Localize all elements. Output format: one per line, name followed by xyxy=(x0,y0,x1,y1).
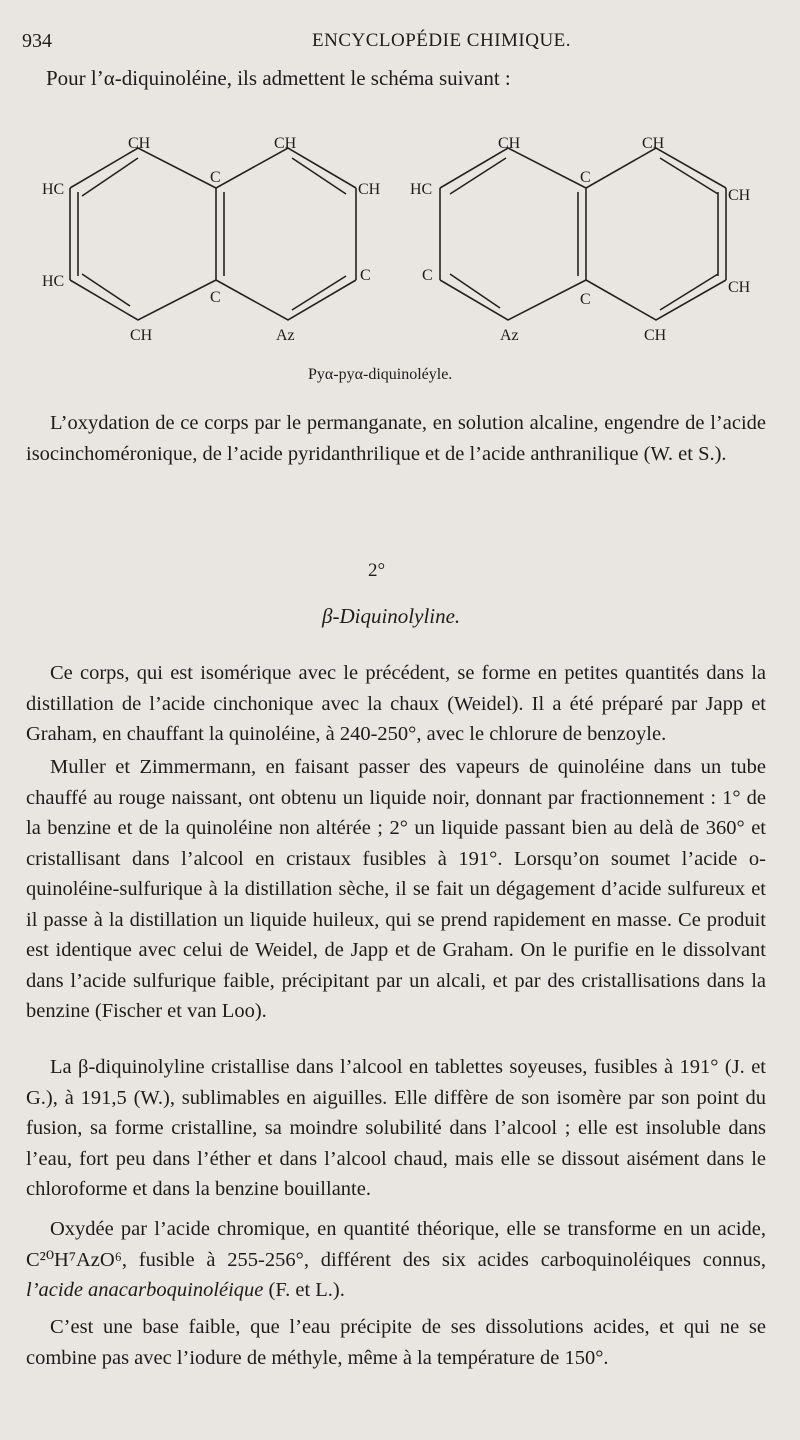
text-segment: (F. et L.). xyxy=(263,1279,345,1301)
atom-label: HC xyxy=(410,181,433,198)
page-header xyxy=(22,26,770,56)
atom-label: Az xyxy=(276,327,295,344)
text-segment: Oxydée par l’acide chromique, en quantité théorique, elle se transforme en un acide, xyxy=(50,1218,766,1240)
atom-label: Az xyxy=(500,327,519,344)
atom-label: CH xyxy=(130,327,153,344)
atom-label: C xyxy=(210,289,221,306)
paragraph-properties: La β-diquinolyline cristallise dans l’alcool en tablettes soyeuses, fusibles à 191° (J. et G.), à 191,5 (W.), sublimables en aiguilles. Elle diffère de son isomère par son point du fusion, sa forme cristalline, sa moindre solubilité dans l’alcool ; elle est insoluble dans l’eau, fort peu dans l’éther et dans l’alcool chaud, mais elle se dissout aisément dans le chloroforme et dans la benzine bouillante. xyxy=(26,1056,766,1200)
atom-label: C xyxy=(210,169,221,186)
atom-label: C xyxy=(580,169,591,186)
paragraph-formation: Ce corps, qui est isomérique avec le précédent, se forme en petites quantités dans la distillation de l’acide cinchonique avec la chaux (Weidel). Il a été préparé par Japp et Graham, en chauffant la quinoléine, à 240-250°, avec le chlorure de benzoyle. xyxy=(26,662,766,745)
chemical-formula: C²⁰H⁷AzO⁶ xyxy=(26,1248,122,1271)
left-ring-top-bonds xyxy=(70,148,216,188)
acid-name: l’acide anacarboquinoléique xyxy=(26,1279,264,1301)
page-number: 934 xyxy=(22,30,52,52)
figure-caption: Pyα-pyα-diquinoléyle. xyxy=(308,366,453,383)
atom-label: CH xyxy=(358,181,381,198)
diquinoline-structure xyxy=(30,130,790,370)
atom-label: CH xyxy=(728,187,751,204)
atom-label: CH xyxy=(498,135,521,152)
paragraph-muller: Muller et Zimmermann, en faisant passer des vapeurs de quinoléine dans un tube chauffé au rouge naissant, ont obtenu un liquide noir, donnant par fractionnement : 1° de la benzine et de la quinoléine non altérée ; 2° un liquide passant bien au delà de 360° et cristallisant dans l’alcool en cristaux fusibles à 191°. Lorsqu’on soumet l’acide o-quinoléine-sulfurique à la distillation sèche, il se fait un dégagement d’acide sulfureux et il passe à la distillation un liquide huileux, qui se prend rapidement en masse. Ce produit est identique avec celui de Weidel, de Japp et de Graham. On le purifie en le dissolvant dans l’acide sulfurique faible, précipitant par un alcali, et par des cristallisations dans la benzine (Fischer et van Loo). xyxy=(26,756,766,1022)
section-number: 2° xyxy=(368,560,386,581)
atom-label: CH xyxy=(642,135,665,152)
section-title: β-Diquinolyline. xyxy=(322,604,461,628)
atom-label: CH xyxy=(728,279,751,296)
atom-label: HC xyxy=(42,181,65,198)
paragraph-base: C’est une base faible, que l’eau précipite de ses dissolutions acides, et qui ne se combine pas avec l’iodure de méthyle, même à la température de 150°. xyxy=(26,1316,766,1369)
atom-label: HC xyxy=(42,273,65,290)
atom-label: CH xyxy=(274,135,297,152)
structural-formula-diagram xyxy=(30,130,790,395)
atom-label: C xyxy=(580,291,591,308)
atom-label: C xyxy=(360,267,371,284)
atom-label: CH xyxy=(644,327,667,344)
running-head: ENCYCLOPÉDIE CHIMIQUE. xyxy=(312,30,572,51)
atom-label: C xyxy=(422,267,433,284)
paragraph-oxydation: L’oxydation de ce corps par le permanganate, en solution alcaline, engendre de l’acide isocinchoméronique, de l’acide pyridanthrilique et de l’acide anthranilique (W. et S.). xyxy=(26,412,766,465)
text-segment: , fusible à 255-256°, différent des six acides carboquinoléiques connus, xyxy=(121,1248,766,1271)
intro-line: Pour l’α-diquinoléine, ils admettent le schéma suivant : xyxy=(46,66,511,90)
paragraph-oxidation-chromic xyxy=(26,1214,766,1306)
atom-label: CH xyxy=(128,135,151,152)
